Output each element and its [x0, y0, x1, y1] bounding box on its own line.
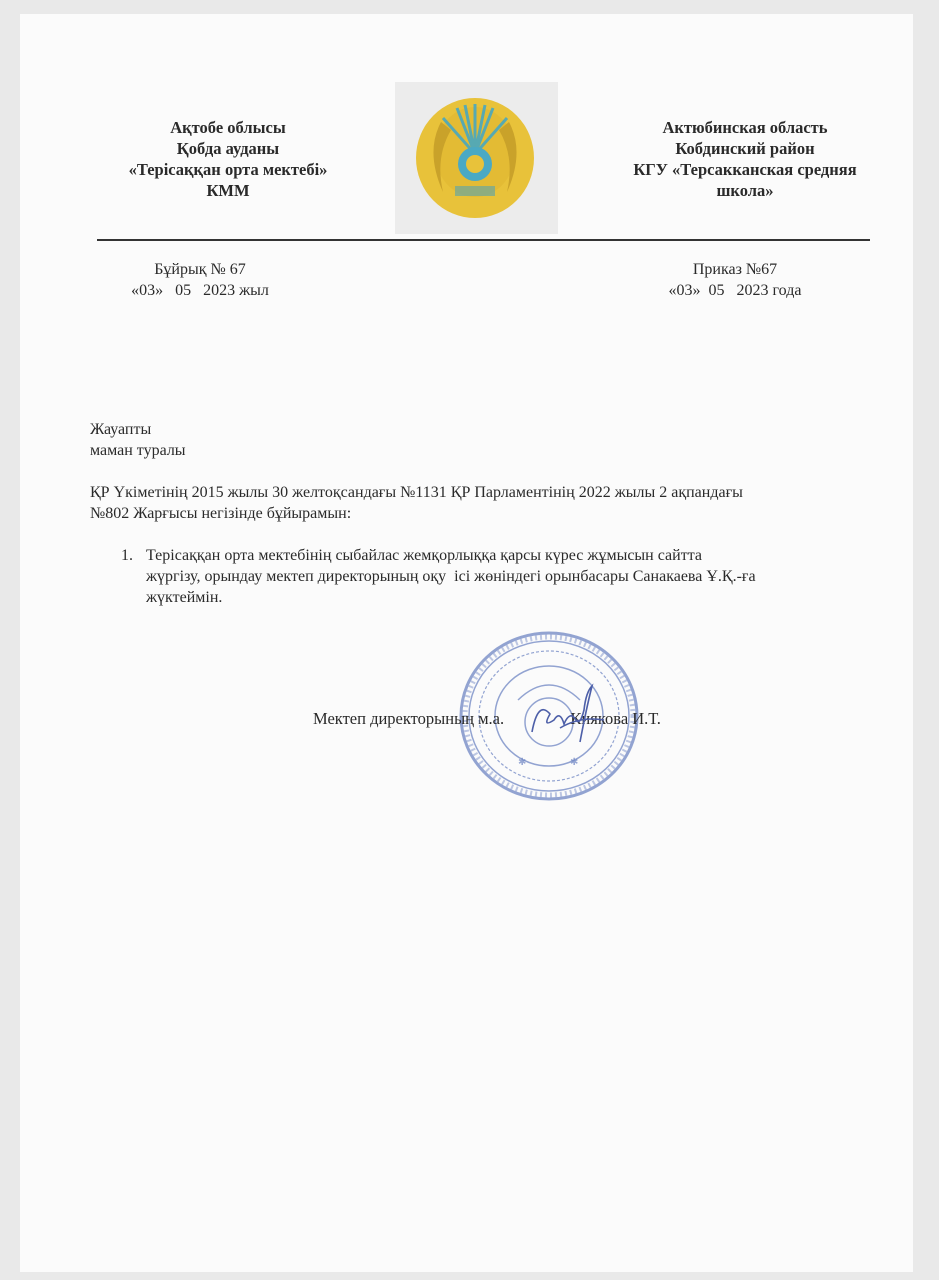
state-emblem: [395, 82, 558, 234]
district-name: Қобда ауданы: [176, 139, 280, 158]
district-name-ru: Кобдинский район: [675, 139, 815, 158]
school-name-ru: КГУ «Терсакканская средняя: [633, 160, 857, 179]
preamble-line: №802 Жарғысы негізінде бұйырамын:: [90, 505, 352, 522]
order-date-ru: «03» 05 2023 года: [668, 282, 802, 299]
order-number-ru: Приказ №67: [692, 261, 778, 278]
item-number: 1.: [121, 547, 133, 564]
preamble-line: ҚР Үкіметінің 2015 жылы 30 желтоқсандағы №1131 ҚР Парламентінің 2022 жылы 2 ақпандағы: [90, 484, 743, 501]
item-line: Терісаққан орта мектебінің сыбайлас жемқорлыққа қарсы күрес жұмысын сайтта: [146, 547, 702, 564]
order-number-kz: Бұйрық № 67: [154, 261, 246, 278]
item-line: жүргізу, орындау мектеп директорының оқу ісі жөніндегі орынбасары Санакаева Ұ.Қ.-ға: [146, 568, 756, 585]
order-item: [121, 545, 756, 608]
school-name-ru-cont: школа»: [716, 181, 774, 200]
school-name: «Терісаққан орта мектебі»: [128, 160, 328, 179]
header-right-russian: [620, 117, 870, 201]
header-left-kazakh: [108, 117, 348, 201]
handwritten-signature-icon: [520, 680, 610, 750]
subject-line: маман туралы: [90, 442, 186, 459]
preamble: [90, 482, 743, 524]
subject-line: Жауапты: [90, 421, 152, 438]
item-line: жүктеймін.: [146, 589, 223, 606]
region-name: Ақтобе облысы: [170, 118, 286, 137]
signatory-name: Киякова И.Т.: [570, 709, 661, 728]
emblem-icon: [395, 82, 558, 234]
header-divider: [97, 239, 870, 241]
svg-text:✱: ✱: [570, 757, 579, 768]
org-type: КММ: [206, 181, 250, 200]
order-left: [100, 259, 300, 301]
signatory-title: Мектеп директорының м.а.: [313, 709, 505, 728]
order-right: [635, 259, 835, 301]
order-date-kz: «03» 05 2023 жыл: [131, 282, 269, 299]
svg-text:✱: ✱: [518, 757, 527, 768]
subject: [90, 419, 186, 461]
region-name-ru: Актюбинская область: [662, 118, 828, 137]
